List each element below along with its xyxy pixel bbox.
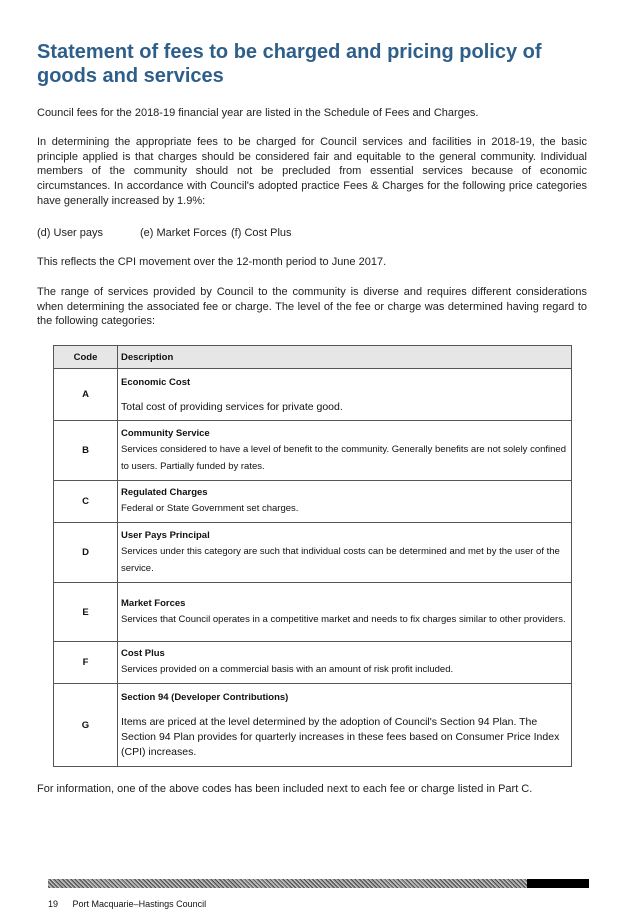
table-row [54,369,572,421]
row-description: Federal or State Government set charges. [121,503,299,515]
row-description: Services provided on a commercial basis with an amount of risk profit included. [121,664,454,676]
row-code: C [54,481,118,523]
page-number: 19 [48,899,59,909]
row-description: Services that Council operates in a competitive market and needs to fix charges similar to other providers. [121,613,566,625]
row-description-cell [118,583,572,642]
description-column-header: Description [118,346,572,369]
row-description: Total cost of providing services for private good. [121,400,343,413]
principle-paragraph: In determining the appropriate fees to be charged for Council services and facilities in 2018-19, the basic principle applied is that charges should be considered fair and equitable to the general community. Individual members of the community should not be precluded from essential services because of economic circumstances. In accordance with Council's adopted practice Fees & Charges for the following price categories have generally increased by 1.9%: [37,136,587,207]
row-code: F [54,642,118,684]
row-description-cell [118,481,572,523]
category-cost-plus: (f) Cost Plus [231,227,292,239]
table-row [54,523,572,583]
row-code: D [54,523,118,583]
range-paragraph: The range of services provided by Council to the community is diverse and requires different considerations when determining the associated fee or charge. The level of the fee or charge was determined having regard to the following categories: [37,286,587,328]
table-row [54,642,572,684]
row-code: A [54,369,118,421]
table-header-row [54,346,572,369]
table-row [54,684,572,767]
row-title: Cost Plus [121,648,165,660]
row-code: E [54,583,118,642]
footer-organisation: Port Macquarie–Hastings Council [72,899,207,909]
category-user-pays: (d) User pays [37,227,104,239]
footer-decorative-bar [48,879,527,888]
table-row [54,583,572,642]
code-column-header: Code [54,346,118,369]
footer-solid-bar [527,879,589,888]
row-description: Services under this category are such that individual costs can be determined and met by the user of the service. [121,545,560,574]
row-description-cell [118,421,572,481]
row-description-cell [118,369,572,421]
table-row [54,421,572,481]
page-heading: Statement of fees to be charged and pricing policy of goods and services [37,41,542,87]
category-market-forces: (e) Market Forces [140,227,227,239]
row-title: Market Forces [121,597,186,609]
row-description: Items are priced at the level determined by the adoption of Council's Section 94 Plan. The Section 94 Plan provides for quarterly increases in these fees based on Consumer Price Index (CPI) increases. [121,716,560,758]
closing-paragraph: For information, one of the above codes has been included next to each fee or charge listed in Part C. [37,783,533,795]
row-code: G [54,684,118,767]
row-description-cell [118,642,572,684]
row-description-cell [118,523,572,583]
fee-codes-table [53,345,572,767]
cpi-paragraph: This reflects the CPI movement over the 12-month period to June 2017. [37,256,387,268]
row-description-cell [118,684,572,767]
table-row [54,481,572,523]
page-footer [48,899,218,909]
row-code: B [54,421,118,481]
intro-paragraph: Council fees for the 2018-19 financial year are listed in the Schedule of Fees and Charges. [37,107,479,119]
row-description: Services considered to have a level of benefit to the community. Generally benefits are not solely confined to users. Partially funded by rates. [121,443,566,472]
row-title: Regulated Charges [121,487,208,499]
row-title: Section 94 (Developer Contributions) [121,692,289,703]
row-title: User Pays Principal [121,529,210,541]
row-title: Economic Cost [121,376,191,388]
row-title: Community Service [121,427,210,439]
